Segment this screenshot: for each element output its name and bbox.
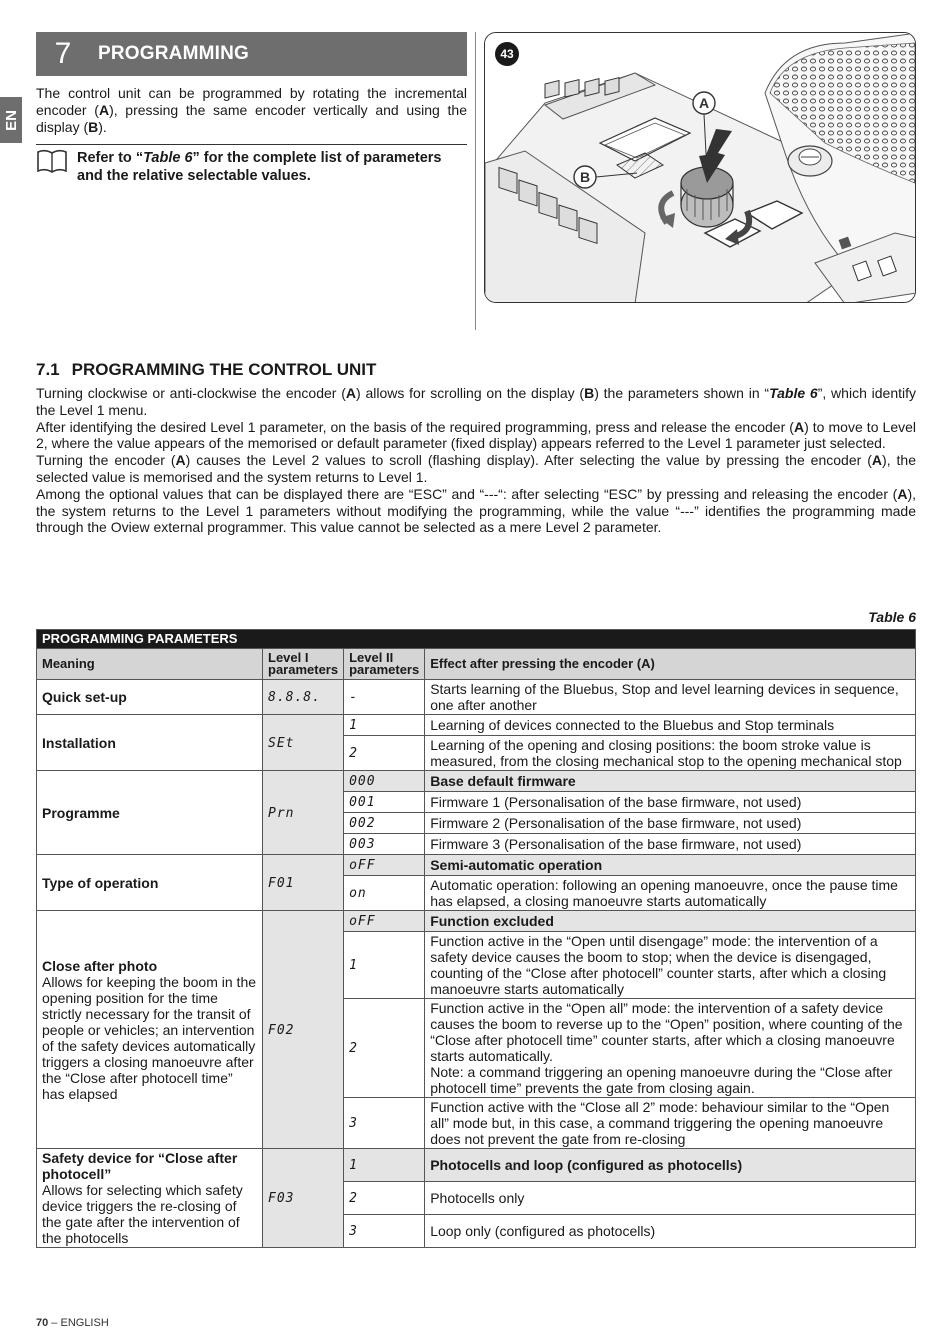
effect-text: Loop only (configured as photocells)	[425, 1215, 916, 1248]
level1-code: F01	[263, 855, 344, 911]
level1-code: 8.8.8.	[263, 680, 344, 715]
table-row	[37, 715, 916, 736]
effect-text: Semi-automatic operation	[425, 855, 916, 876]
table-row	[37, 771, 916, 792]
table-reference-note: Refer to “Table 6” for the complete list of parameters and the relative selectable values.	[77, 150, 442, 184]
level2-code: 001	[344, 792, 425, 813]
language-tab: EN	[0, 97, 22, 143]
section-header	[36, 32, 467, 76]
level1-code: SEt	[263, 715, 344, 771]
effect-text: Learning of devices connected to the Bluebus and Stop terminals	[425, 715, 916, 736]
level2-code: on	[344, 876, 425, 911]
paragraph: After identifying the desired Level 1 parameter, on the basis of the required programming, press and release the encoder (A) to move to Level 2, where the value appears of the memorised or default parameter (fixed display) appears referred to the Level 1 parameter just selected.	[36, 418, 916, 452]
effect-text: Function active in the “Open until disengage” mode: the intervention of a safety device causes the boom to stop; when the device is disengaged, counting of the “Close after photocell” counter starts, after which a closing manoeuvre starts automatically	[425, 932, 916, 999]
parameter-title: Close after photo	[42, 957, 158, 974]
level1-code: Prn	[263, 771, 344, 855]
body-paragraphs	[36, 385, 916, 536]
level2-code: 000	[344, 771, 425, 792]
level2-code: 2	[344, 1182, 425, 1215]
effect-text: Base default firmware	[425, 771, 916, 792]
parameter-title: Installation	[42, 734, 116, 751]
parameter-meaning	[37, 855, 263, 911]
paragraph: Among the optional values that can be displayed there are “ESC” and “---“: after selecting “ESC” by pressing and releasing the encoder (A), the system returns to the Level 1 parameters without modifying the programming, while the value “---” identifies the programming made through the Oview external programmer. This value cannot be selected as a mere Level 2 parameter.	[36, 485, 916, 536]
header-level2: Level II parameters	[344, 649, 425, 680]
table-title-row	[37, 630, 916, 649]
table-row	[37, 680, 916, 715]
level2-code: oFF	[344, 855, 425, 876]
effect-text: Firmware 2 (Personalisation of the base firmware, not used)	[425, 813, 916, 834]
level1-code: F03	[263, 1149, 344, 1248]
header-effect: Effect after pressing the encoder (A)	[425, 649, 916, 680]
parameter-title: Type of operation	[42, 874, 159, 891]
parameter-description: Allows for keeping the boom in the opening position for the time strictly necessary for the transit of people or vehicles; an intervention of the safety devices automatically triggers a closing manoeuvre after the “Close after photocell time” has elapsed	[42, 973, 257, 1102]
effect-text: Function excluded	[425, 911, 916, 932]
level2-code: 2	[344, 736, 425, 771]
effect-text: Firmware 3 (Personalisation of the base firmware, not used)	[425, 834, 916, 855]
effect-text: Learning of the opening and closing positions: the boom stroke value is measured, from the closing mechanical stop to the opening mechanical stop	[425, 736, 916, 771]
table-row	[37, 1149, 916, 1182]
parameter-title: Safety device for “Close after photocell”	[42, 1150, 238, 1182]
column-divider	[475, 32, 476, 330]
level2-code: oFF	[344, 911, 425, 932]
parameter-title: Quick set-up	[42, 689, 127, 705]
intro-segment: ), pressing the same encoder vertically and using the display (	[36, 102, 467, 135]
level2-code: 3	[344, 1215, 425, 1248]
parameter-description: Allows for selecting which safety device triggers the re-closing of the gate after the intervention of the photocells	[42, 1182, 243, 1246]
table-row	[37, 855, 916, 876]
effect-text: Photocells and loop (configured as photocells)	[425, 1149, 916, 1182]
book-icon	[36, 148, 68, 174]
paragraph: Turning the encoder (A) causes the Level 2 values to scroll (flashing display). After selecting the value by pressing the encoder (A), the selected value is memorised and the system returns to Level 1.	[36, 452, 917, 485]
control-unit-illustration	[485, 33, 916, 303]
intro-segment: B	[88, 119, 99, 135]
level2-code: 3	[344, 1098, 425, 1149]
effect-text: Starts learning of the Bluebus, Stop and level learning devices in sequence, one after another	[425, 680, 916, 715]
effect-text: Function active in the “Open all” mode: the intervention of a safety device causes the boom to reverse up to the “Open” position, where counting of the “Close after photocell time” counter starts, after which a closing manoeuvre starts automatically. Note: a command triggering an opening manoeuvre during the “Close after photocell time” prevents the gate from closing again.	[425, 999, 916, 1098]
header-level1: Level I parameters	[263, 649, 344, 680]
table-caption: Table 6	[868, 609, 916, 625]
programming-parameters-table	[36, 629, 916, 1248]
page-number: 70	[36, 1317, 49, 1329]
level2-code: 1	[344, 932, 425, 999]
level2-code: 1	[344, 715, 425, 736]
label-b: B	[579, 169, 591, 185]
parameter-meaning	[37, 1149, 263, 1248]
intro-segment: A	[98, 102, 110, 118]
effect-text: Automatic operation: following an opening manoeuvre, once the pause time has elapsed, a closing manoeuvre starts automatically	[425, 876, 916, 911]
encoder-figure	[484, 32, 916, 303]
effect-text: Firmware 1 (Personalisation of the base firmware, not used)	[425, 792, 916, 813]
effect-text: Photocells only	[425, 1182, 916, 1215]
header-meaning: Meaning	[37, 649, 263, 680]
page-footer	[36, 1317, 109, 1329]
parameter-meaning	[37, 911, 263, 1149]
parameter-title: Programme	[42, 804, 120, 821]
parameter-meaning	[37, 715, 263, 771]
note-divider	[36, 144, 467, 145]
table-header-row	[37, 649, 916, 680]
footer-language: – ENGLISH	[48, 1317, 109, 1329]
level2-code: 1	[344, 1149, 425, 1182]
intro-segment: The control unit can be programmed by rotating the incremental encoder (	[36, 85, 467, 118]
level1-code: F02	[263, 911, 344, 1149]
parameter-meaning	[37, 771, 263, 855]
intro-segment: ).	[98, 119, 107, 135]
effect-text: Function active with the “Close all 2” mode: behaviour similar to the “Open all” mode but, in this case, a command triggering the opening manoeuvre does not prevent the gate from re-closing	[425, 1098, 916, 1149]
paragraph: Turning clockwise or anti-clockwise the encoder (A) allows for scrolling on the display (B) the parameters shown in “Table 6”, which identify the Level 1 menu.	[36, 385, 916, 418]
level2-code: 002	[344, 813, 425, 834]
intro-text	[36, 85, 467, 136]
table-row	[37, 911, 916, 932]
table-title: PROGRAMMING PARAMETERS	[37, 630, 916, 649]
label-a: A	[698, 95, 710, 111]
figure-number: 43	[495, 42, 519, 66]
level2-code: -	[344, 680, 425, 715]
section-number: 7	[54, 37, 72, 70]
level2-code: 003	[344, 834, 425, 855]
subsection-title: 7.1 PROGRAMMING THE CONTROL UNIT	[36, 360, 377, 379]
level2-code: 2	[344, 999, 425, 1098]
parameter-meaning	[37, 680, 263, 715]
section-title: PROGRAMMING	[98, 43, 250, 64]
